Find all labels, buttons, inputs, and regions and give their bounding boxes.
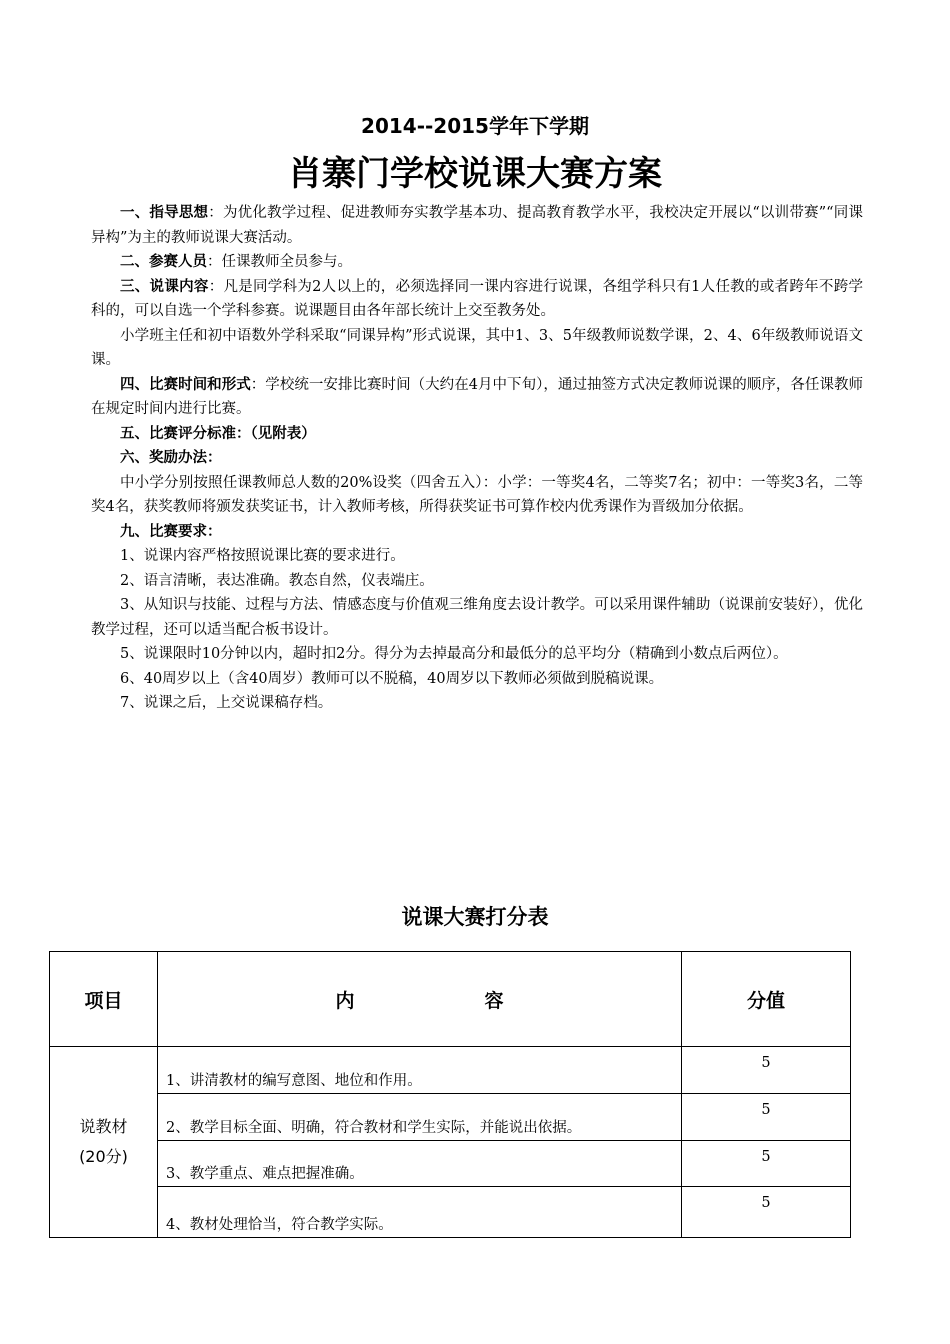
section-text: ：为优化教学过程、促进教师夯实教学基本功、提高教育教学水平，我校决定开展以“以训带赛”“同课异构”为主的教师说课大赛活动。	[91, 205, 863, 246]
section-content	[91, 275, 863, 324]
table-row	[50, 1094, 851, 1141]
score-table-header-row	[50, 952, 851, 1047]
category-name: 说教材	[79, 1117, 128, 1136]
section-text: ：凡是同学科为2人以上的，必须选择同一课内容进行说课，各组学科只有1人任教的或者跨年不跨学科的，可以自选一个学科参赛。说课题目由各年部长统计上交至教务处。	[91, 278, 863, 319]
header-content-part: 内	[335, 989, 355, 1012]
category-points: (20分)	[79, 1147, 128, 1166]
criterion-text: 1、讲清教材的编写意图、地位和作用。	[158, 1047, 682, 1094]
criterion-text: 2、教学目标全面、明确，符合教材和学生实际，并能说出依据。	[158, 1094, 682, 1141]
table-row	[50, 1141, 851, 1187]
section-label: 一、指导思想	[120, 205, 209, 221]
section-participants	[91, 250, 863, 275]
section-label: 五、比赛评分标准：（见附表）	[120, 425, 316, 442]
criterion-text: 4、教材处理恰当，符合教学实际。	[158, 1187, 682, 1238]
section-scoring-standard	[91, 422, 863, 447]
section-awards-text: 中小学分别按照任课教师总人数的20%设奖（四舍五入）：小学：一等奖4名，二等奖7名；初中：一等奖3名，二等奖4名，获奖教师将颁发获奖证书，计入教师考核，所得获奖证书可算作校内优秀课作为晋级加分依据。	[91, 474, 863, 515]
requirement-6: 6、40周岁以上（含40周岁）教师可以不脱稿，40周岁以下教师必须做到脱稿说课。	[120, 670, 664, 687]
table-row	[50, 1047, 851, 1094]
criterion-score: 5	[682, 1094, 851, 1141]
document-title: 肖寨门学校说课大赛方案	[288, 154, 662, 194]
requirement-2: 2、语言清晰，表达准确。教态自然，仪表端庄。	[120, 572, 434, 589]
section-awards	[91, 446, 863, 471]
header-content	[158, 952, 682, 1047]
criterion-score: 5	[682, 1187, 851, 1238]
header-content-part: 容	[484, 989, 504, 1012]
header-item: 项目	[50, 952, 158, 1047]
table-row	[50, 1187, 851, 1238]
criterion-score: 5	[682, 1141, 851, 1187]
section-content-extra: 小学班主任和初中语数外学科采取“同课异构”形式说课，其中1、3、5年级教师说数学课，2、4、6年级教师说语文课。	[91, 327, 863, 368]
section-label: 九、比赛要求：	[120, 523, 222, 540]
requirement-5: 5、说课限时10分钟以内，超时扣2分。得分为去掉最高分和最低分的总平均分（精确到小数点后两位）。	[120, 646, 788, 662]
header-score: 分值	[682, 952, 851, 1047]
section-label: 四、比赛时间和形式	[120, 376, 251, 393]
requirement-3: 3、从知识与技能、过程与方法、情感态度与价值观三维角度去设计教学。可以采用课件辅助（说课前安装好），优化教学过程，还可以适当配合板书设计。	[91, 597, 863, 638]
section-guiding-idea	[91, 201, 863, 250]
score-table	[49, 951, 851, 1238]
section-label: 六、奖励办法：	[120, 450, 222, 466]
section-requirements	[91, 520, 863, 545]
section-time-format	[91, 373, 863, 422]
section-label: 三、说课内容	[120, 278, 209, 295]
document-subtitle: 2014--2015学年下学期	[361, 114, 589, 138]
criterion-score: 5	[682, 1047, 851, 1094]
category-cell	[50, 1047, 158, 1238]
document-body	[91, 201, 863, 716]
section-text: ：学校统一安排比赛时间（大约在4月中下旬），通过抽签方式决定教师说课的顺序，各任课教师在规定时间内进行比赛。	[91, 376, 864, 417]
requirement-7: 7、说课之后，上交说课稿存档。	[120, 695, 333, 711]
criterion-text: 3、教学重点、难点把握准确。	[158, 1141, 682, 1187]
section-label: 二、参赛人员	[120, 254, 207, 270]
requirement-1: 1、说课内容严格按照说课比赛的要求进行。	[120, 548, 405, 564]
score-table-title: 说课大赛打分表	[401, 905, 549, 929]
section-text: ：任课教师全员参与。	[207, 254, 352, 270]
